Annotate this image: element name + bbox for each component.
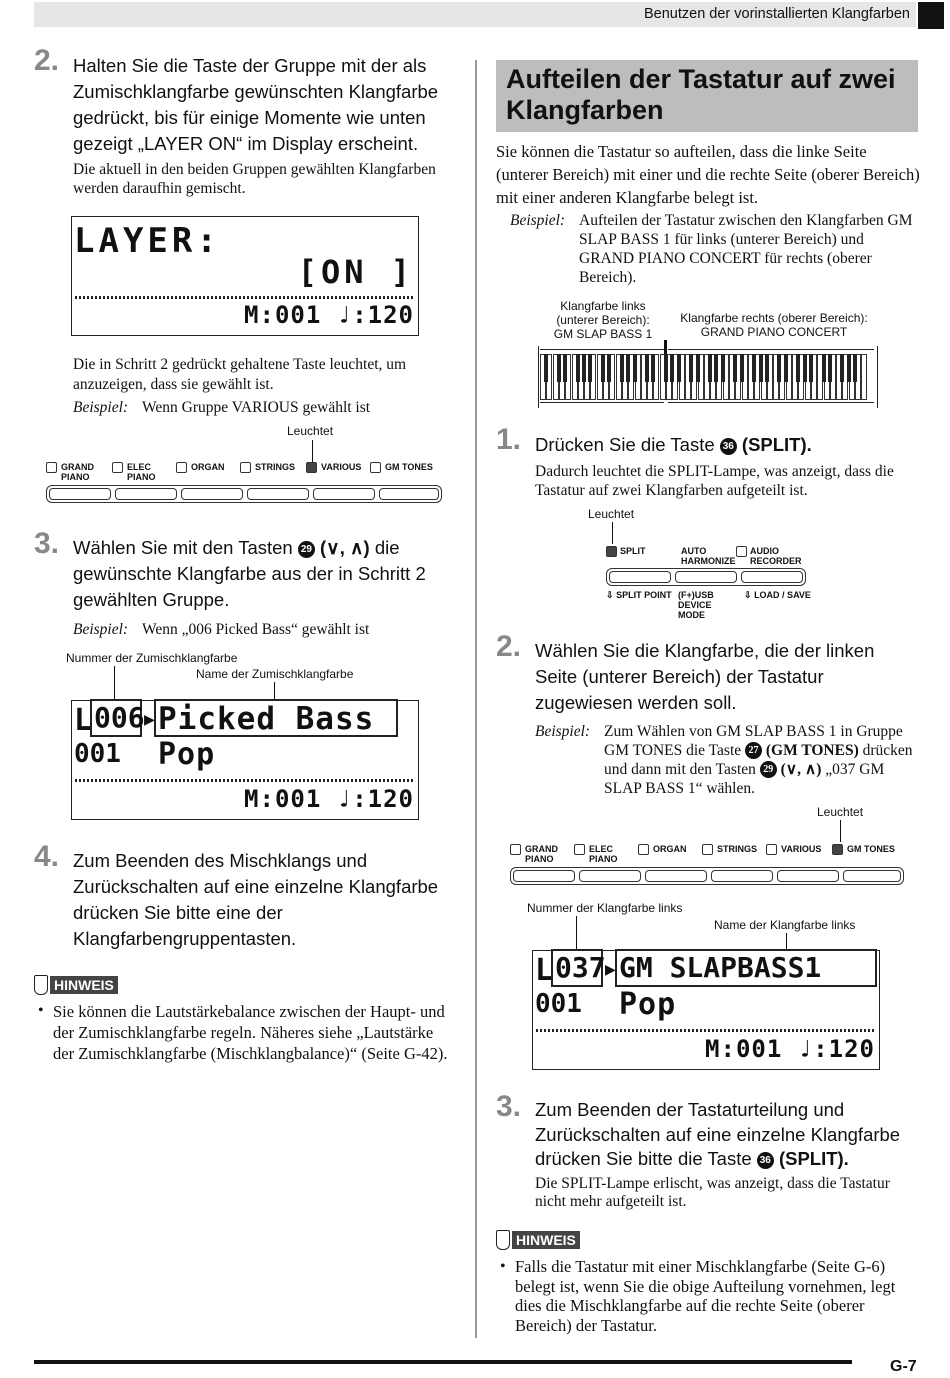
callout-number: Nummer der Klangfarbe links [527, 901, 683, 915]
step-text: Wählen Sie die Klangfarbe, die der linken Seite (unterer Bereich) der Tastatur zugewiesen werden soll. [535, 640, 875, 713]
lcd-dotline [536, 1029, 876, 1032]
black-key [714, 354, 718, 382]
btn-grand-piano[interactable]: GRAND PIANO [510, 842, 580, 860]
example-text: Aufteilen der Tastatur zwischen den Klangfarben GM SLAP BASS 1 für links (unterer Bereich) und GRAND PIANO CONCERT für rechts (oberer Bereich). [579, 212, 913, 286]
lamp-icon [736, 546, 747, 557]
step-number: 3. [34, 527, 60, 560]
lcd-bank: 001 [74, 739, 121, 769]
black-key [670, 354, 674, 382]
btn-gm-tones[interactable]: GM TONES [832, 842, 904, 860]
step-number: 1. [496, 423, 522, 456]
example-label: Beispiel: [73, 621, 129, 638]
black-key [853, 354, 857, 382]
step-number: 3. [496, 1090, 522, 1123]
button-number-icon: 29 [298, 541, 315, 558]
black-key [696, 354, 700, 382]
lamp-icon [370, 462, 381, 473]
btn-auto-harmonize[interactable]: AUTO HARMONIZE [681, 546, 736, 566]
black-key [651, 354, 655, 382]
lamp-icon [574, 844, 585, 855]
btn-split[interactable]: SPLIT [606, 544, 617, 562]
callout-name: Name der Klangfarbe links [714, 918, 856, 932]
button-row [46, 485, 442, 503]
lcd-name: Picked Bass [154, 699, 398, 737]
lit-label: Leuchtet [817, 805, 864, 819]
lamp-lit-icon [306, 462, 317, 473]
black-key [828, 354, 832, 382]
lamp-lit-icon [832, 844, 843, 855]
lamp-icon [176, 462, 187, 473]
lamp-icon [766, 844, 777, 855]
black-key [822, 354, 826, 382]
play-icon: ▶ [144, 711, 155, 727]
btn-elec-piano[interactable]: ELEC PIANO [112, 460, 182, 478]
black-key [607, 354, 611, 382]
example-text: Wenn „006 Picked Bass“ gewählt ist [142, 621, 370, 638]
usb-mode-label: (F+)USB DEVICE MODE [678, 590, 714, 620]
black-key [601, 354, 605, 382]
black-key [765, 354, 769, 382]
black-key [576, 354, 580, 382]
lcd-display-tone [532, 950, 880, 1070]
bullet-icon: • [500, 1258, 506, 1275]
lcd-status: M:001 ♩:120 [705, 1035, 875, 1063]
black-key [777, 354, 781, 382]
column-divider [475, 60, 477, 1338]
step-number: 4. [34, 840, 60, 873]
lcd-status: M:001 ♩:120 [244, 301, 414, 329]
lamp-icon [702, 844, 713, 855]
black-key [796, 354, 800, 382]
lcd-line2: [ON ] [297, 253, 414, 291]
lcd-name: GM SLAPBASS1 [615, 949, 877, 987]
section-intro: Sie können die Tastatur so aufteilen, dass die linke Seite (unterer Bereich) mit einer und die rechte Seite (oberer Bereich) mit einer anderen Klangfarbe belegt ist. [496, 142, 920, 207]
step-after: Die in Schritt 2 gedrückt gehaltene Taste leuchtet, um anzuzeigen, dass sie gewählt ist. [73, 356, 407, 393]
example-label: Beispiel: [535, 723, 591, 740]
button-row [510, 867, 904, 885]
black-key [733, 354, 737, 382]
black-key [633, 354, 637, 382]
btn-strings[interactable]: STRINGS [702, 842, 772, 860]
lit-label: Leuchtet [588, 507, 635, 521]
hinweis-text: Sie können die Lautstärkebalance zwischen der Haupt- und der Zumischklangfarbe regeln. Näheres siehe „Lautstärke der Zumischklangfarbe (Mischklangbalance)“ (Seite G-42). [53, 1002, 448, 1063]
step-note: Dadurch leuchtet die SPLIT-Lampe, was anzeigt, dass die Tastatur auf zwei Klangfarben aufgeteilt ist. [535, 463, 894, 499]
keyboard-figure [538, 346, 878, 416]
black-key [664, 354, 668, 382]
lamp-icon [46, 462, 57, 473]
header-block [918, 2, 944, 29]
tone-group-panel [510, 804, 906, 889]
example-label: Beispiel: [510, 212, 566, 229]
black-key [588, 354, 592, 382]
btn-various[interactable]: VARIOUS [766, 842, 836, 860]
black-key [847, 354, 851, 382]
play-icon: ▶ [605, 961, 616, 977]
lamp-icon [638, 844, 649, 855]
example-text: Wenn Gruppe VARIOUS gewählt ist [142, 399, 371, 416]
section-title: Aufteilen der Tastatur auf zwei Klangfarben [506, 64, 896, 125]
black-key [645, 354, 649, 382]
black-key [840, 354, 844, 382]
black-key [784, 354, 788, 382]
black-key [582, 354, 586, 382]
btn-grand-piano[interactable]: GRAND PIANO [46, 460, 116, 478]
black-key [626, 354, 630, 382]
lit-line [312, 440, 313, 462]
button-number-icon: 36 [720, 438, 737, 455]
lit-label: Leuchtet [287, 424, 334, 438]
lamp-icon [112, 462, 123, 473]
white-key [861, 354, 867, 400]
example-text: Zum Wählen von GM SLAP BASS 1 in Gruppe GM TONES die Taste 27 (GM TONES) drücken und dann mit den Tasten 29 (∨, ∧) „037 GM SLAP BASS 1“ wählen. [604, 723, 913, 797]
hinweis-header: HINWEIS [496, 1230, 580, 1250]
btn-various[interactable]: VARIOUS [306, 460, 376, 478]
black-key [708, 354, 712, 382]
footer-rule [34, 1360, 852, 1364]
step-number: 2. [34, 44, 60, 77]
hinweis-text: Falls die Tastatur mit einer Mischklangfarbe (Seite G-6) belegt ist, wenn Sie die obige Aufteilung vornehmen, legt dies die Mischklangfarbe auf die rechte Seite (oberer Bereich) der Tastatur. [515, 1257, 896, 1335]
lcd-number: 006 [90, 699, 142, 737]
step-text: Drücken Sie die Taste 36 (SPLIT). [535, 434, 812, 455]
btn-audio-recorder[interactable]: AUDIO RECORDER [736, 544, 747, 562]
note-icon [34, 975, 48, 995]
bullet-icon: • [38, 1002, 44, 1019]
button-number-icon: 27 [745, 742, 762, 759]
btn-organ[interactable]: ORGAN [176, 460, 246, 478]
lamp-icon [510, 844, 521, 855]
step-number: 2. [496, 630, 522, 663]
note-icon [496, 1230, 510, 1250]
page-header-title: Benutzen der vorinstallierten Klangfarben [644, 6, 910, 22]
kb-right-label: Klangfarbe rechts (oberer Bereich): GRAND PIANO CONCERT [680, 311, 868, 339]
lcd-display-layer [71, 216, 419, 336]
black-key [721, 354, 725, 382]
black-key [809, 354, 813, 382]
example-label: Beispiel: [73, 399, 129, 416]
black-key [620, 354, 624, 382]
black-key [544, 354, 548, 382]
lcd-type: L [74, 703, 93, 738]
lcd-status: M:001 ♩:120 [244, 785, 414, 813]
split-panel [606, 544, 816, 620]
step-text: Halten Sie die Taste der Gruppe mit der als Zumischklangfarbe gewünschten Klangfarbe gedrückt, bis für einige Momente wie unten gezeigt „LAYER ON“ im Display erscheint. [73, 55, 439, 154]
button-number-icon: 29 [760, 761, 777, 778]
page-number: G-7 [890, 1358, 917, 1375]
btn-strings[interactable]: STRINGS [240, 460, 310, 478]
step-note: Die aktuell in den beiden Gruppen gewählten Klangfarben werden daraufhin gemischt. [73, 161, 436, 197]
lcd-tone2: Pop [158, 737, 216, 772]
button-row [606, 568, 806, 586]
lamp-lit-icon [606, 546, 617, 557]
shift-icon: ⇩ [744, 590, 752, 600]
lamp-icon [240, 462, 251, 473]
load-save-label: ⇩ LOAD / SAVE [744, 590, 811, 600]
arrow-keys: (∨, ∧) [320, 537, 370, 558]
black-key [740, 354, 744, 382]
black-key [677, 354, 681, 382]
lcd-number: 037 [551, 949, 603, 987]
black-key [557, 354, 561, 382]
shift-icon: ⇩ [606, 590, 614, 600]
lcd-dotline [75, 296, 415, 299]
black-key [759, 354, 763, 382]
lcd-line1: LAYER: [74, 221, 221, 261]
tone-group-panel [46, 422, 442, 507]
black-key [752, 354, 756, 382]
keyboard-keys [538, 354, 878, 400]
callout-name: Name der Zumischklangfarbe [196, 667, 354, 681]
split-point-label: ⇩ SPLIT POINT [606, 590, 672, 600]
kb-left-label: Klangfarbe links (unterer Bereich): GM SLAP BASS 1 [553, 299, 653, 341]
lcd-bank: 001 [535, 989, 582, 1019]
step-note: Die SPLIT-Lampe erlischt, was anzeigt, dass die Tastatur nicht mehr aufgeteilt ist. [535, 1175, 890, 1210]
black-key [563, 354, 567, 382]
hinweis-header: HINWEIS [34, 975, 118, 995]
callout-number: Nummer der Zumischklangfarbe [66, 651, 238, 665]
btn-elec-piano[interactable]: ELEC PIANO [574, 842, 644, 860]
black-key [689, 354, 693, 382]
btn-gm-tones[interactable]: GM TONES [370, 460, 440, 478]
lcd-type: L [535, 953, 554, 988]
step-text: Wählen Sie mit den Tasten 29 (∨, ∧) die gewünschte Klangfarbe aus der in Schritt 2 gewählten Gruppe. [73, 537, 426, 610]
lcd-display-tone [71, 700, 419, 820]
black-key [803, 354, 807, 382]
button-number-icon: 36 [757, 1152, 774, 1169]
step-text: Zum Beenden der Tastaturteilung und Zurückschalten auf eine einzelne Klangfarbe drücken Sie bitte die Taste 36 (SPLIT). [535, 1099, 901, 1169]
lcd-tone2: Pop [619, 987, 677, 1022]
step-text: Zum Beenden des Mischklangs und Zurückschalten auf eine einzelne Klangfarbe drücken Sie bitte eine der Klangfarbengruppentasten. [73, 850, 439, 949]
btn-organ[interactable]: ORGAN [638, 842, 708, 860]
lcd-dotline [75, 779, 415, 782]
